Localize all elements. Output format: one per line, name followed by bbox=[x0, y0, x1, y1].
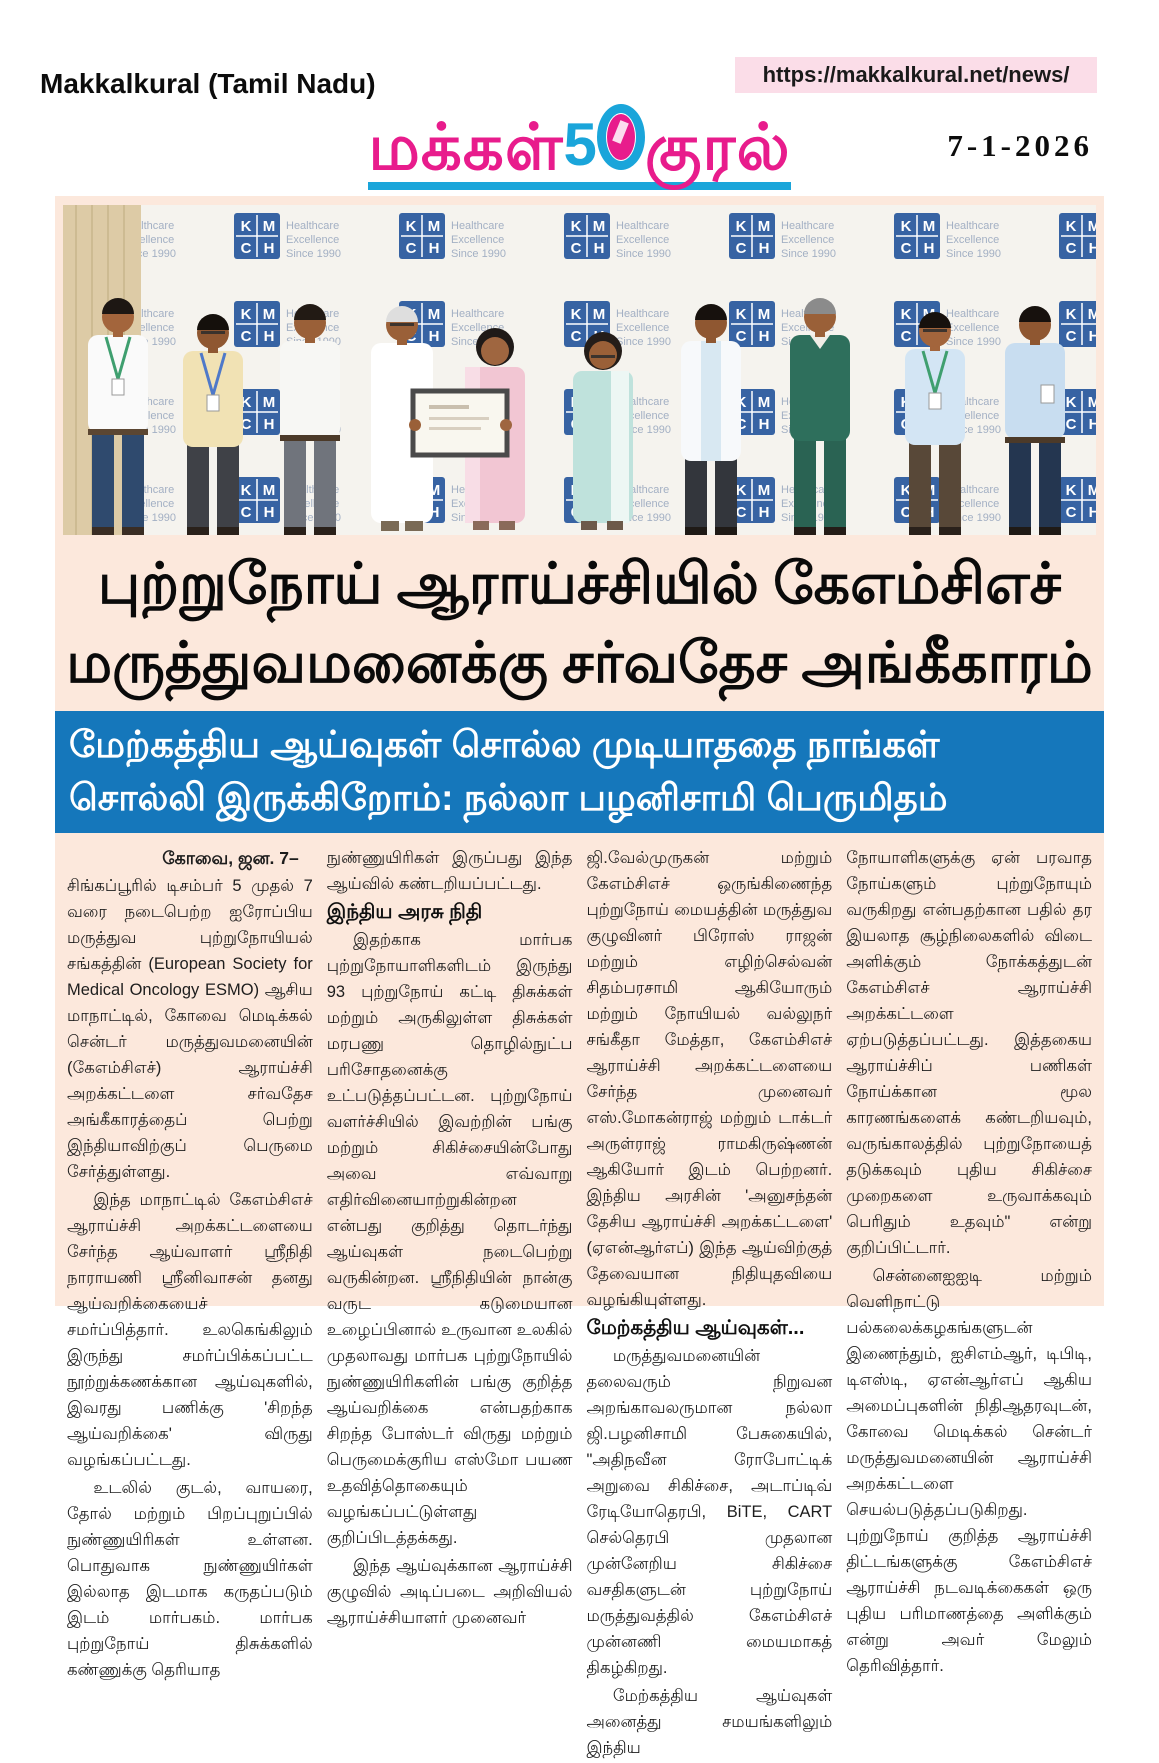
masthead bbox=[0, 104, 1159, 190]
article-column bbox=[67, 845, 313, 1763]
masthead-digit-5: 5 bbox=[563, 111, 597, 178]
news-photo-graphic bbox=[63, 205, 1096, 535]
source-label: Makkalkural (Tamil Nadu) bbox=[40, 68, 376, 99]
body-paragraph: நுண்ணுயிரிகள் இருப்பது இந்த ஆய்வில் கண்டறியப்பட்டது. bbox=[326, 849, 573, 893]
body-paragraph: இந்த ஆய்வுக்கான ஆராய்ச்சி குழுவில் அடிப்படை அறிவியல் ஆராய்ச்சியாளர் முனைவர் bbox=[326, 1557, 573, 1627]
body-paragraph: சிங்கப்பூரில் டிசம்பர் 5 முதல் 7 வரை நடைபெற்ற ஐரோப்பிய மருத்துவ புற்றுநோயியல் சங்கத்தின் (European Society for Medical Oncology ESMO) ஆசிய மாநாட்டில், கோவை மெடிக்கல் சென்டர் மருத்துவமனையின் (கேஎம்சிஎச்) ஆராய்ச்சி அறக்கட்டளை சர்வதேச அங்கீகாரத்தைப் பெற்று இந்தியாவிற்குப் பெருமை சேர்த்துள்ளது. bbox=[67, 877, 313, 1181]
article-column bbox=[587, 845, 833, 1763]
news-photo bbox=[63, 205, 1096, 535]
masthead-digit-0 bbox=[597, 104, 645, 170]
subheadline-line-1: மேற்கத்திய ஆய்வுகள் சொல்ல முடியாததை நாங்கள் bbox=[69, 724, 940, 765]
headline-line-2: மருத்துவமனைக்கு சர்வதேச அங்கீகாரம் bbox=[66, 632, 1093, 695]
masthead-underline bbox=[368, 182, 790, 190]
dateline: கோவை, ஜன. 7– bbox=[162, 848, 299, 868]
article-block bbox=[55, 196, 1104, 1757]
body-paragraph: மருத்துவமனையின் தலைவரும் நிறுவன அறங்காவலருமான நல்லா ஜி.பழனிசாமி பேசுகையில், "அதிநவீன ரோபோட்டிக் அறுவை சிகிச்சை, அடாப்டிவ் ரேடியோதெரபி, BiTE, CART செல்தெரபி முதலான முன்னேறிய சிகிச்சை வசதிகளுடன் புற்றுநோய் மருத்துவத்தில் கேஎம்சிஎச் முன்னணி மையமாகத் திகழ்கிறது. bbox=[586, 1347, 833, 1677]
award-certificate bbox=[409, 391, 512, 455]
section-subhead: மேற்கத்திய ஆய்வுகள்... bbox=[586, 1317, 805, 1339]
body-paragraph: ஜி.வேல்முருகன் மற்றும் கேஎம்சிஎச் ஒருங்கிணைந்த புற்றுநோய் மையத்தின் மருத்துவ குழுவினர் பிரோஸ் ராஜன் மற்றும் எழிற்செல்வன் சிதம்பரசாமி ஆகியோரும் மற்றும் நோயியல் வல்லுநர் சங்கீதா மேத்தா, கேஎம்சிஎச் ஆராய்ச்சி அறக்கட்டளையை சேர்ந்த முனைவர் எஸ்.மோகன்ராஜ் மற்றும் டாக்டர் அருள்ராஜ் ராமகிருஷ்ணன் ஆகியோர் இடம் பெற்றனர். இந்திய அரசின் 'அனுசந்தன் தேசிய ஆராய்ச்சி அறக்கட்டளை' (ஏஎன்ஆர்எப்) இந்த ஆய்விற்குத் தேவையான நிதியுதவியை வழங்கியுள்ளது. bbox=[586, 849, 833, 1309]
masthead-word-makkal: மக்கள் bbox=[368, 111, 564, 183]
masthead-word-kural: குரல் bbox=[644, 111, 791, 183]
headline-line-1: புற்றுநோய் ஆராய்ச்சியில் கேஎம்சிஎச் bbox=[97, 553, 1062, 616]
article-column bbox=[327, 845, 573, 1763]
article-body bbox=[55, 833, 1104, 1757]
publication-date: 7-1-2026 bbox=[947, 128, 1093, 163]
masthead-logo bbox=[368, 104, 790, 190]
body-paragraph: மேற்கத்திய ஆய்வுகள் அனைத்து சமயங்களிலும் இந்திய bbox=[586, 1687, 833, 1757]
masthead-emblem-icon bbox=[607, 114, 635, 160]
headline bbox=[55, 535, 1104, 705]
body-paragraph: நோயாளிகளுக்கு ஏன் பரவாத நோய்களும் புற்றுநோயும் வருகிறது என்பதற்கான பதில் தர இயலாத சூழ்நிலைகளில் விடை அளிக்கும் நோக்கத்துடன் கேஎம்சிஎச் ஆராய்ச்சி அறக்கட்டளை ஏற்படுத்தப்பட்டது. இத்தகைய ஆராய்ச்சிப் பணிகள் நோய்க்கான மூல காரணங்களைக் கண்டறியவும், வருங்காலத்தில் புற்றுநோயைத் தடுக்கவும் புதிய சிகிச்சை முறைகளை உருவாக்கவும் பெரிதும் உதவும்" என்று குறிப்பிட்டார். bbox=[846, 849, 1092, 1257]
body-paragraph: இதற்காக மார்பக புற்றுநோயாளிகளிடம் இருந்து 93 புற்றுநோய் கட்டி திசுக்கள் மற்றும் அருகிலுள்ள திசுக்கள் மரபணு தொழில்நுட்ப பரிசோதனைக்கு உட்படுத்தப்பட்டன. புற்றுநோய் வளர்ச்சியில் இவற்றின் பங்கு மற்றும் சிகிச்சையின்போது அவை எவ்வாறு எதிர்வினையாற்றுகின்றன என்பது குறித்து தொடர்ந்து ஆய்வுகள் நடைபெற்று வருகின்றன. ஸ்ரீநிதியின் நான்கு வருட கடுமையான உழைப்பினால் உருவான உலகில் முதலாவது மார்பக புற்றுநோயில் நுண்ணுயிரிகளின் பங்கு குறித்த ஆய்வறிக்கை என்பதற்காக சிறந்த போஸ்டர் விருது மற்றும் பெருமைக்குரிய எஸ்மோ பயண உதவித்தொகையும் வழங்கப்பட்டுள்ளது குறிப்பிடத்தக்கது. bbox=[326, 931, 573, 1547]
body-paragraph: உடலில் குடல், வாயரை, தோல் மற்றும் பிறப்புறுப்பில் நுண்ணுயிரிகள் உள்ளன. பொதுவாக நுண்ணுயிர்கள் இல்லாத இடமாக கருதப்படும் இடம் மார்பகம். மார்பக புற்றுநோய் திசுக்களில் கண்ணுக்கு தெரியாத bbox=[67, 1479, 313, 1679]
body-paragraph: சென்னைஐஐடி மற்றும் வெளிநாட்டு பல்கலைக்கழகங்களுடன் இணைந்தும், ஐசிஎம்ஆர், டிபிடி, டிஎஸ்டி, ஏஎன்ஆர்எப் ஆகிய அமைப்புகளின் நிதிஆதரவுடன், கோவை மெடிக்கல் சென்டர் மருத்துவமனையின் ஆராய்ச்சி அறக்கட்டளை செயல்படுத்தப்படுகிறது. புற்றுநோய் குறித்த ஆராய்ச்சி திட்டங்களுக்கு கேஎம்சிஎச் ஆராய்ச்சி நடவடிக்கைகள் ஒரு புதிய பரிமாணத்தை அளிக்கும் என்று அவர் மேலும் தெரிவித்தார். bbox=[846, 1267, 1092, 1675]
body-paragraph: இந்த மாநாட்டில் கேஎம்சிஎச் ஆராய்ச்சி அறக்கட்டளையை சேர்ந்த ஆய்வாளர் ஸ்ரீநிதி நாராயணி ஸ்ரீனிவாசன் தனது ஆய்வறிக்கையைச் சமர்ப்பித்தார். உலகெங்கிலும் இருந்து சமர்ப்பிக்கப்பட்ட நூற்றுக்கணக்கான ஆய்வுகளில், இவரது பணிக்கு 'சிறந்த ஆய்வறிக்கை' விருது வழங்கப்பட்டது. bbox=[67, 1191, 313, 1469]
section-subhead: இந்திய அரசு நிதி bbox=[326, 901, 483, 923]
article-column bbox=[846, 845, 1092, 1763]
subheadline-line-2: சொல்லி இருக்கிறோம்: நல்லா பழனிசாமி பெருமிதம் bbox=[69, 777, 948, 818]
source-url[interactable]: https://makkalkural.net/news/ bbox=[735, 57, 1097, 93]
subheadline-strap bbox=[55, 711, 1104, 833]
